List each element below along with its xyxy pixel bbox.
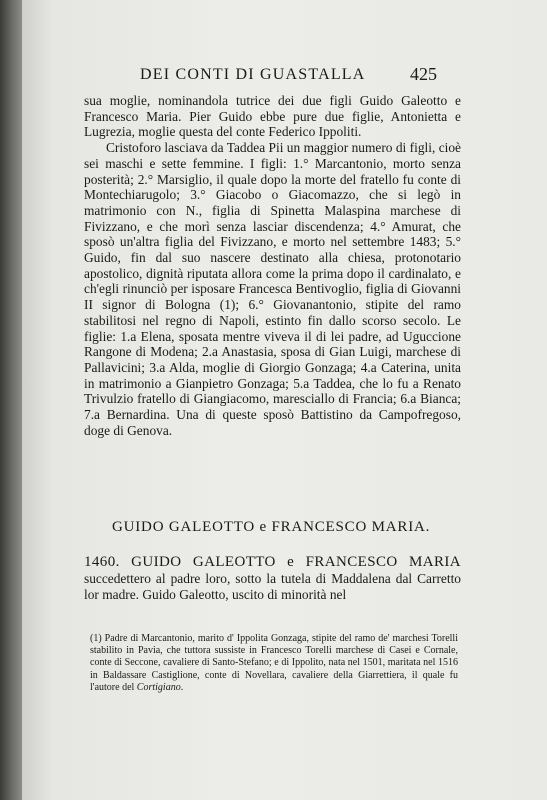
book-page xyxy=(22,0,547,800)
page-header xyxy=(22,66,547,88)
footnote-end: . xyxy=(180,681,184,693)
section-entry xyxy=(84,554,461,604)
paragraph-continuation: sua moglie, nominandola tutrice dei due figli Guido Galeotto e Francesco Maria. Pier Guido ebbe pure due figlie, Antonietta e Lugrezia, moglie questa del conte Federico Ippoliti. xyxy=(84,93,461,140)
footnote-text: (1) Padre di Marcantonio, marito d' Ippolita Gonzaga, stipite del ramo de' marchesi Torelli stabilito in Pavia, che tuttora sussiste in Francesco Torelli marchese di Casei e Cornale, conte di Seccone, cavaliere di Santo-Stefano; e di Ippolito, nata nel 1501, maritata nel 1516 in Baldassare Castiglione, conte di Novellara, cavaliere della Giarrettiera, il quale fu l'autore del xyxy=(90,633,458,693)
footnote xyxy=(90,633,458,694)
footnote-italic-title: Cortigiano xyxy=(136,681,181,693)
entry-text: succedettero al padre loro, sotto la tutela di Maddalena dal Carretto lor madre. Guido Galeotto, uscito di minorità nel xyxy=(84,570,461,602)
running-title: DEI CONTI DI GUASTALLA xyxy=(140,66,366,83)
entry-lead: 1460. GUIDO GALEOTTO e FRANCESCO MARIA xyxy=(84,554,461,570)
page-number: 425 xyxy=(410,64,437,84)
body-text xyxy=(84,93,461,438)
section-heading: GUIDO GALEOTTO e FRANCESCO MARIA. xyxy=(112,519,431,535)
paragraph-cristoforo-children: Cristoforo lasciava da Taddea Pii un maggior numero di figli, cioè sei maschi e sette femmine. I figli: 1.° Marcantonio, morto senza posterità; 2.° Marsiglio, il quale dopo la morte del fratello fu conte di Montechiarugolo; 3.° Giacobo o Giacomazzo, che si legò in matrimonio con N., figlia di Spinetta Malaspina marchese di Fivizzano, e che morì senza lasciar discendenza; 4.° Amurat, che sposò un'altra figlia del Fivizzano, e morto nel settembre 1483; 5.° Guido, fin dal suo nascere destinato alla chiesa, protonotario apostolico, dignità riputata allora come la prima dopo il cardinalato, e ch'egli rinunciò per isposare Francesca Bentivoglio, figlia di Giovanni II signor di Bologna (1); 6.° Giovanantonio, stipite del ramo stabilitosi nel regno di Napoli, estinto fin dallo scorso secolo. Le figlie: 1.a Elena, sposata mentre viveva il di lei padre, ad Uguccione Rangone di Modena; 2.a Anastasia, sposa di Gian Luigi, marchese di Pallavicini; 3.a Alda, moglie di Giorgio Gonzaga; 4.a Caterina, unita in matrimonio a Gianpietro Gonzaga; 5.a Taddea, che lo fu a Renato Trivulzio fratello di Giangiacomo, maresciallo di Francia; 6.a Bianca; 7.a Bernardina. Una di queste sposò Battistino da Campofregoso, doge di Genova. xyxy=(84,140,461,438)
book-binding-shadow xyxy=(0,0,22,800)
